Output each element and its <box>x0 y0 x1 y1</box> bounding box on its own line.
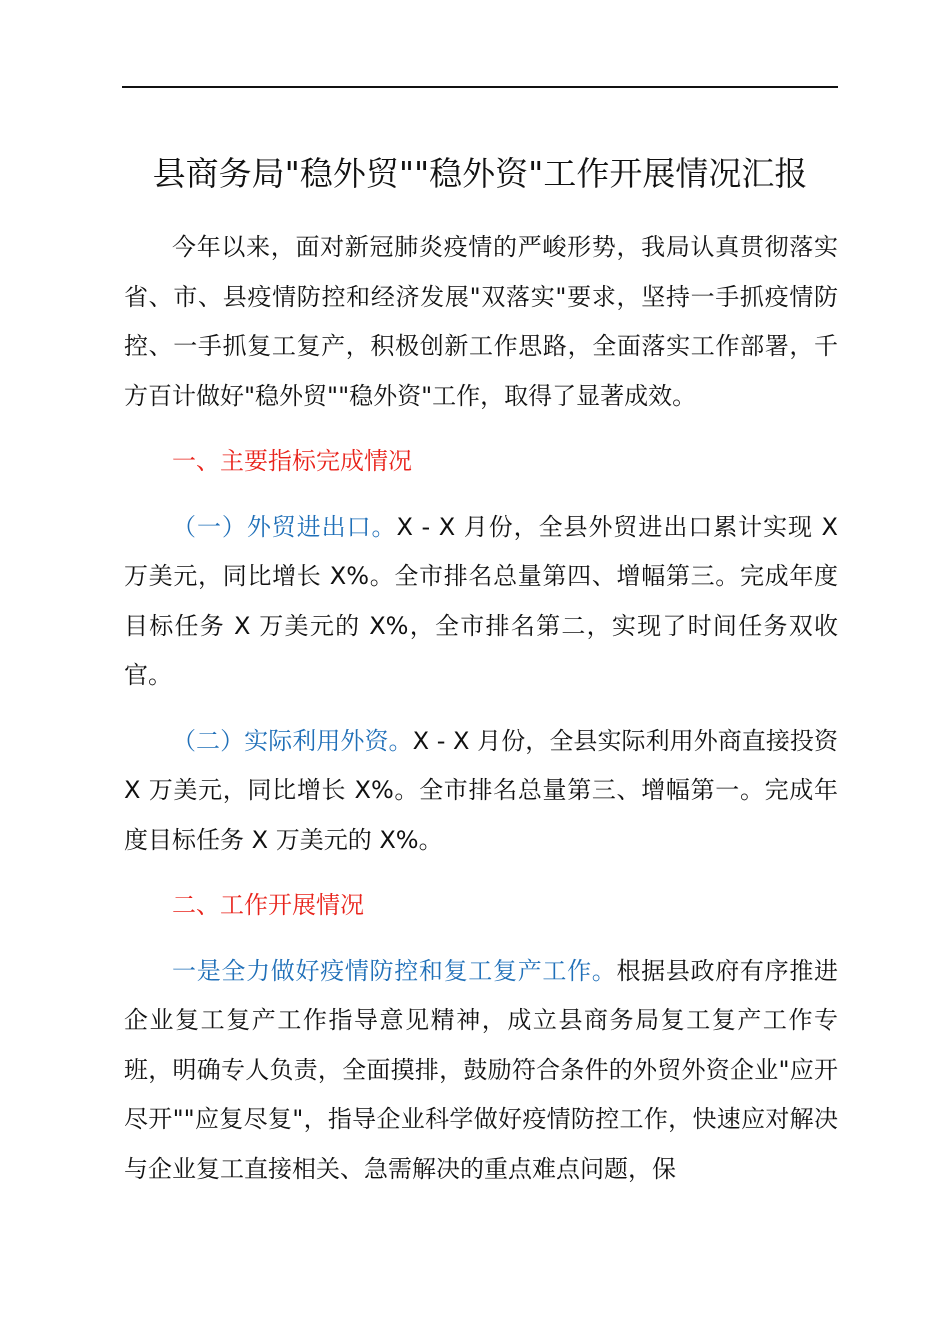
section1-item1-label: （一）外贸进出口。 <box>172 512 397 541</box>
section-heading-2: 二、工作开展情况 <box>172 891 364 919</box>
section1-item2-text: X - X 月份，全县实际利用外商直接投资 X 万美元，同比增长 X%。全市排名总量第三、增幅第一。完成年度目标任务 X 万美元的 X%。 <box>124 726 838 854</box>
section1-item1-paragraph <box>124 503 838 701</box>
section1-item2-paragraph <box>124 717 838 866</box>
section2-item1-label: 一是全力做好疫情防控和复工复产工作。 <box>172 956 617 985</box>
document-title: 县商务局"稳外贸""稳外资"工作开展情况汇报 <box>152 154 808 193</box>
section1-item1-text: X - X 月份，全县外贸进出口累计实现 X 万美元，同比增长 X%。全市排名总量第四、增幅第三。完成年度目标任务 X 万美元的 X%，全市排名第二，实现了时间任务双收官。 <box>124 512 838 689</box>
section1-item2-label: （二）实际利用外资。 <box>172 726 413 755</box>
header-rule <box>122 86 838 88</box>
document-body <box>124 223 838 1194</box>
section-heading-1: 一、主要指标完成情况 <box>172 447 412 475</box>
intro-paragraph: 今年以来，面对新冠肺炎疫情的严峻形势，我局认真贯彻落实省、市、县疫情防控和经济发展"双落实"要求，坚持一手抓疫情防控、一手抓复工复产，积极创新工作思路，全面落实工作部署，千方百计做好"稳外贸""稳外资"工作，取得了显著成效。 <box>124 233 838 410</box>
section2-item1-paragraph <box>124 947 838 1195</box>
section2-item1-text: 根据县政府有序推进企业复工复产工作指导意见精神，成立县商务局复工复产工作专班，明确专人负责，全面摸排，鼓励符合条件的外贸外资企业"应开尽开""应复尽复"，指导企业科学做好疫情防控工作，快速应对解决与企业复工直接相关、急需解决的重点难点问题，保 <box>124 956 839 1183</box>
